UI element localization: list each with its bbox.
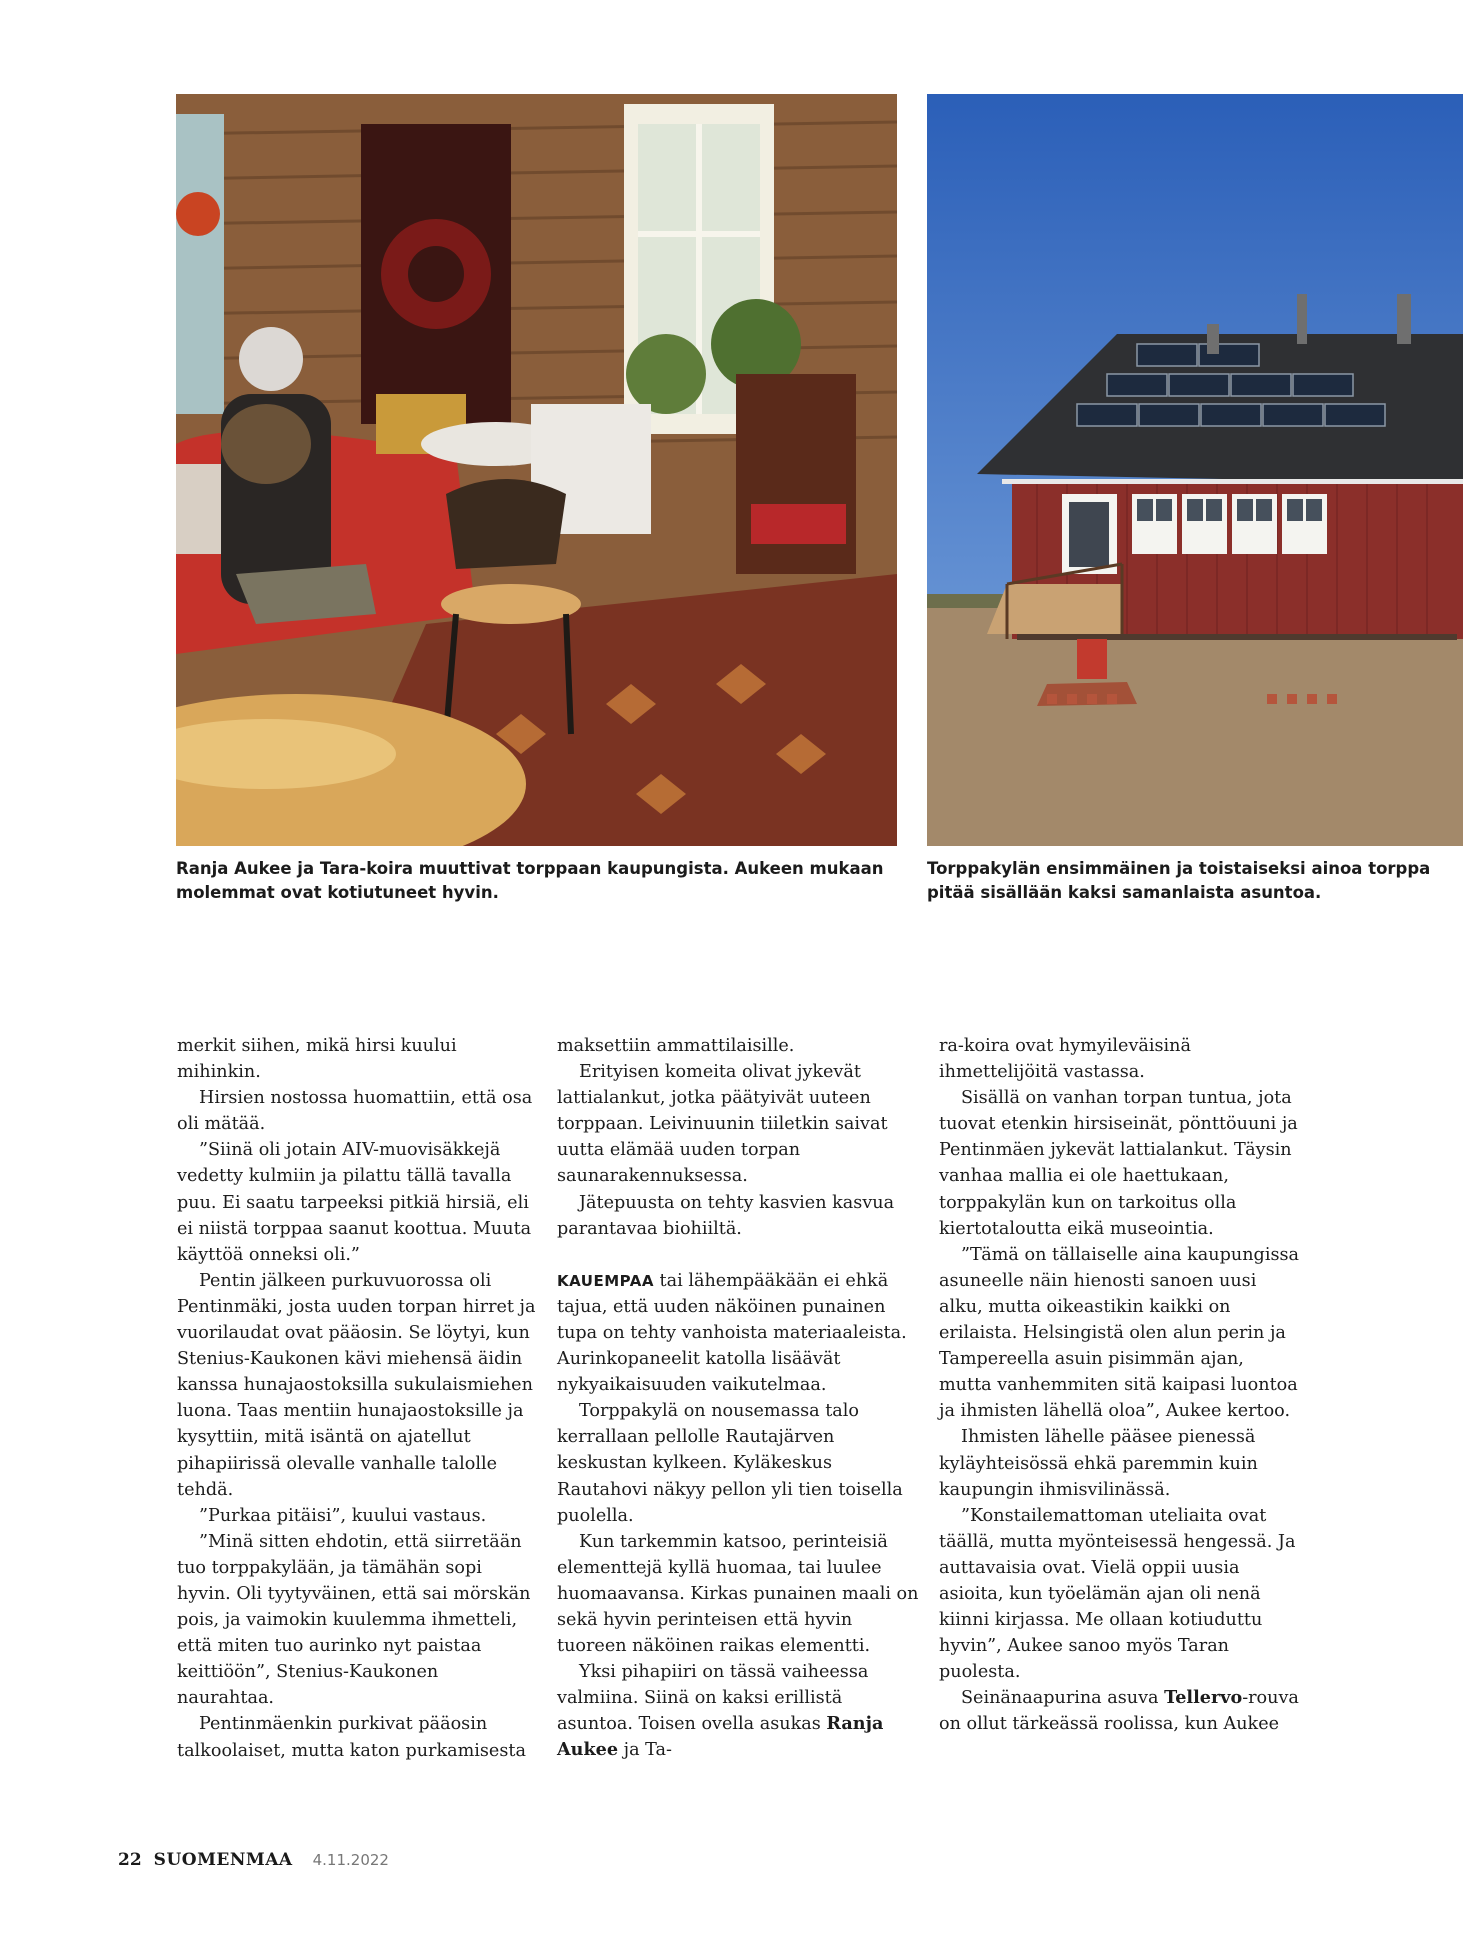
page-footer — [118, 1850, 389, 1870]
paragraph: Jätepuusta on tehty kasvien kasvua parantavaa biohiiltä. — [557, 1192, 895, 1239]
article-column-2 — [557, 1033, 919, 1764]
paragraph-text: ja Ta- — [618, 1740, 672, 1761]
article-column-1 — [177, 1033, 539, 1764]
paragraph: ”Siinä oli jotain AIV-muovisäkkejä vedetty kulmiin ja pilattu tällä tavalla puu. Ei saatu tarpeeksi pitkiä hirsiä, eli ei niistä torppaa saanut koottua. Muuta käyttöä onneksi oli.” — [177, 1140, 532, 1265]
paragraph — [939, 1685, 1301, 1737]
section-paragraph — [557, 1268, 919, 1398]
paragraph: maksettiin ammattilaisille. — [557, 1036, 795, 1056]
paragraph: ”Purkaa pitäisi”, kuului vastaus. — [199, 1505, 487, 1526]
paragraph-text: -rouva on ollut tärkeässä roolissa, kun Aukee — [939, 1688, 1299, 1735]
magazine-name: SUOMENMAA — [153, 1850, 293, 1870]
paragraph: Pentin jälkeen purkuvuorossa oli Pentinmäki, josta uuden torpan hirret ja vuorilaudat ovat pääosin. Se löytyi, kun Stenius-Kaukonen kävi miehensä äidin kanssa hunajaostoksilla sukulaismiehen luona. Taas mentiin hunajaostoksille ja kysyttiin, mitä isäntä on ajatellut pihapiirissä olevalle vanhalle talolle tehdä. — [177, 1270, 536, 1500]
photo-caption-left: Ranja Aukee ja Tara-koira muuttivat torppaan kaupungista. Aukeen mukaan molemmat ovat kotiutuneet hyvin. — [176, 859, 884, 902]
paragraph: Ihmisten lähelle pääsee pienessä kyläyhteisössä ehkä paremmin kuin kaupungin ihmisvilinässä. — [939, 1427, 1258, 1500]
paragraph: ra-koira ovat hymyileväisinä ihmettelijöitä vastassa. — [939, 1036, 1191, 1083]
person-name: Ranja Aukee — [557, 1713, 884, 1761]
paragraph: Hirsien nostossa huomattiin, että osa oli mätää. — [177, 1088, 533, 1135]
paragraph-text: tai lähempääkään ei ehkä tajua, että uuden näköinen punainen tupa on tehty vanhoista materiaaleista. Aurinkopaneelit katolla lisäävät nykyaikaisuuden vaikutelmaa. — [557, 1270, 907, 1396]
paragraph: ”Tämä on tällaiselle aina kaupungissa asuneelle näin hienosti sanoen uusi alku, mutta oikeastikin kaikki on erilaista. Helsingistä olen alun perin ja Tampereella asuin pisimmän ajan, mutta vanhemmiten sitä kaipasi luontoa ja ihmisten lähellä oloa”, Aukee kertoo. — [939, 1244, 1299, 1422]
person-name: Tellervo — [1164, 1687, 1243, 1709]
paragraph-text: Seinänaapurina asuva — [961, 1688, 1165, 1709]
paragraph-text: Yksi pihapiiri on tässä vaiheessa valmiina. Siinä on kaksi erillistä asuntoa. Toisen ovella asukas — [557, 1662, 869, 1735]
paragraph — [557, 1659, 919, 1763]
paragraph: Pentinmäenkin purkivat pääosin talkoolaiset, mutta katon purkamisesta — [177, 1714, 526, 1761]
photo-house — [927, 94, 1463, 846]
issue-date: 4.11.2022 — [312, 1851, 389, 1869]
photo-caption-right: Torppakylän ensimmäinen ja toistaiseksi ainoa torppa pitää sisällään kaksi samanlaista asuntoa. — [927, 859, 1431, 902]
paragraph: Sisällä on vanhan torpan tuntua, jota tuovat etenkin hirsiseinät, pönttöuuni ja Pentinmäen jykevät lattialankut. Täysin vanhaa mallia ei ole haettukaan, torppakylän kun on tarkoitus olla kiertotaloutta eikä museointia. — [939, 1088, 1298, 1239]
interior-photo-icon — [176, 94, 897, 846]
paragraph: Torppakylä on nousemassa talo kerrallaan pellolle Rautajärven keskustan kylkeen. Kyläkeskus Rautahovi näkyy pellon yli tien toisella puolella. — [557, 1401, 903, 1526]
paragraph: merkit siihen, mikä hirsi kuului mihinkin. — [177, 1036, 457, 1083]
paragraph: ”Konstailemattoman uteliaita ovat täällä, mutta myönteisessä hengessä. Ja auttavaisia ovat. Vielä oppii uusia asioita, kun työelämän ajan oli nenä kiinni kirjassa. Me ollaan kotiuduttu hyvin”, Aukee sanoo myös Taran puolesta. — [939, 1505, 1296, 1683]
article-column-3 — [939, 1033, 1301, 1738]
paragraph: Erityisen komeita olivat jykevät lattialankut, jotka päätyivät uuteen torppaan. Leivinuunin tiiletkin saivat uutta elämää uuden torpan saunarakennuksessa. — [557, 1062, 888, 1187]
page-number: 22 — [118, 1850, 142, 1870]
paragraph: Kun tarkemmin katsoo, perinteisiä elementtejä kyllä huomaa, tai luulee huomaavansa. Kirkas punainen maali on sekä hyvin perinteisen että hyvin tuoreen näköinen raikas elementti. — [557, 1531, 919, 1657]
house-photo-icon — [927, 94, 1463, 846]
paragraph: ”Minä sitten ehdotin, että siirretään tuo torppakylään, ja tämähän sopi hyvin. Oli tyytyväinen, että sai mörskän pois, ja vaimokin kuulemma ihmetteli, että miten tuo aurinko nyt paistaa keittiöön”, Stenius-Kaukonen naurahtaa. — [177, 1531, 531, 1709]
photo-interior — [176, 94, 897, 846]
section-lead-caps: KAUEMPAA — [557, 1271, 654, 1290]
